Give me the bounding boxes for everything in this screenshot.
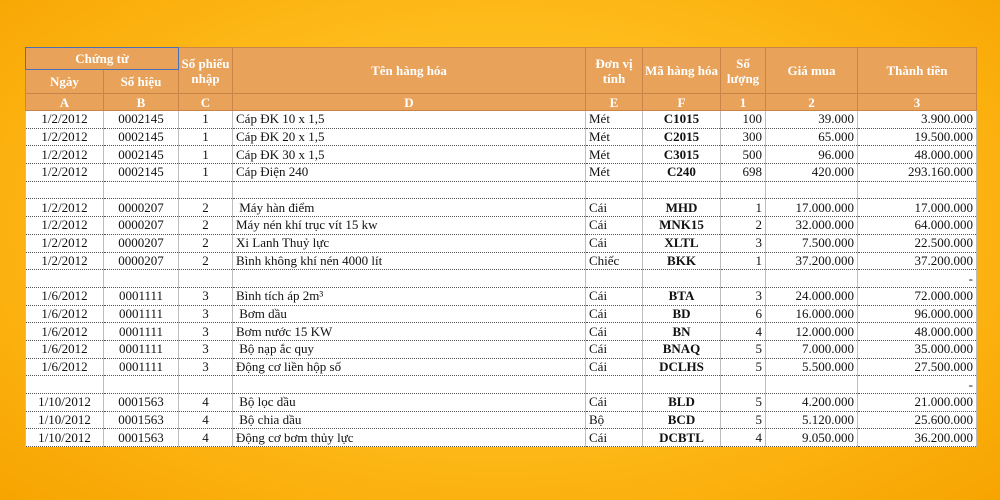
cell-ngay[interactable] <box>26 181 104 199</box>
cell-ngay[interactable]: 1/6/2012 <box>26 358 104 376</box>
column-code[interactable]: 2 <box>766 94 858 111</box>
table-row <box>26 111 977 129</box>
column-code[interactable]: F <box>643 94 721 111</box>
cell-thanh-tien[interactable]: 48.000.000 <box>858 146 977 164</box>
spreadsheet <box>25 47 976 447</box>
cell-so-phieu[interactable]: 2 <box>179 217 233 235</box>
header-so-luong[interactable]: Số lượng <box>721 48 766 94</box>
cell-don-vi-tinh[interactable]: Mét <box>586 111 643 129</box>
table-row <box>26 164 977 182</box>
cell-ma-hang-hoa[interactable]: BLD <box>643 394 721 412</box>
cell-don-vi-tinh[interactable]: Mét <box>586 146 643 164</box>
cell-thanh-tien[interactable]: - <box>858 376 977 394</box>
cell-ngay[interactable]: 1/6/2012 <box>26 305 104 323</box>
cell-ten-hang-hoa[interactable]: Bình không khí nén 4000 lít <box>233 252 586 270</box>
cell-thanh-tien[interactable]: 17.000.000 <box>858 199 977 217</box>
cell-so-phieu[interactable]: 1 <box>179 111 233 129</box>
cell-don-vi-tinh[interactable]: Cái <box>586 394 643 412</box>
cell-so-hieu[interactable]: 0002145 <box>104 111 179 129</box>
cell-don-vi-tinh[interactable]: Cái <box>586 340 643 358</box>
table-row <box>26 411 977 429</box>
table-row <box>26 199 977 217</box>
header-so-hieu[interactable]: Số hiệu <box>104 70 179 94</box>
cell-gia-mua[interactable]: 24.000.000 <box>766 287 858 305</box>
cell-so-phieu[interactable]: 4 <box>179 429 233 447</box>
cell-ngay[interactable]: 1/2/2012 <box>26 111 104 129</box>
cell-ten-hang-hoa[interactable]: Máy nén khí trục vít 15 kw <box>233 217 586 235</box>
cell-so-phieu[interactable]: 4 <box>179 394 233 412</box>
cell-so-hieu[interactable]: 0002145 <box>104 146 179 164</box>
cell-ma-hang-hoa[interactable] <box>643 270 721 288</box>
cell-so-hieu[interactable] <box>104 376 179 394</box>
cell-gia-mua[interactable]: 7.000.000 <box>766 340 858 358</box>
cell-so-hieu[interactable]: 0000207 <box>104 234 179 252</box>
cell-ten-hang-hoa[interactable] <box>233 181 586 199</box>
cell-ten-hang-hoa[interactable]: Bơm dầu <box>233 305 586 323</box>
cell-ten-hang-hoa[interactable]: Bơm nước 15 KW <box>233 323 586 341</box>
cell-ten-hang-hoa[interactable]: Động cơ bơm thủy lực <box>233 429 586 447</box>
cell-don-vi-tinh[interactable]: Cái <box>586 287 643 305</box>
header-so-phieu-nhap[interactable]: Số phiếu nhập <box>179 48 233 94</box>
cell-so-phieu[interactable] <box>179 376 233 394</box>
cell-thanh-tien[interactable]: 48.000.000 <box>858 323 977 341</box>
cell-thanh-tien[interactable]: 72.000.000 <box>858 287 977 305</box>
cell-ngay[interactable]: 1/10/2012 <box>26 429 104 447</box>
cell-gia-mua[interactable]: 7.500.000 <box>766 234 858 252</box>
cell-ma-hang-hoa[interactable]: DCLHS <box>643 358 721 376</box>
table-row <box>26 358 977 376</box>
table-row <box>26 340 977 358</box>
cell-so-luong[interactable]: 5 <box>721 358 766 376</box>
cell-ngay[interactable]: 1/6/2012 <box>26 323 104 341</box>
header-ma-hang-hoa[interactable]: Mã hàng hóa <box>643 48 721 94</box>
cell-so-hieu[interactable]: 0001563 <box>104 394 179 412</box>
table-row <box>26 376 977 394</box>
cell-don-vi-tinh[interactable]: Cái <box>586 429 643 447</box>
cell-thanh-tien[interactable]: 36.200.000 <box>858 429 977 447</box>
cell-ma-hang-hoa[interactable]: BTA <box>643 287 721 305</box>
cell-so-hieu[interactable]: 0001111 <box>104 305 179 323</box>
cell-so-hieu[interactable]: 0001111 <box>104 323 179 341</box>
cell-so-luong[interactable]: 5 <box>721 340 766 358</box>
cell-thanh-tien[interactable]: 37.200.000 <box>858 252 977 270</box>
cell-so-luong[interactable]: 3 <box>721 287 766 305</box>
cell-so-phieu[interactable]: 2 <box>179 199 233 217</box>
cell-gia-mua[interactable]: 17.000.000 <box>766 199 858 217</box>
cell-ten-hang-hoa[interactable]: Cáp ĐK 10 x 1,5 <box>233 111 586 129</box>
cell-so-phieu[interactable]: 2 <box>179 252 233 270</box>
cell-ten-hang-hoa[interactable]: Xi Lanh Thuỷ lực <box>233 234 586 252</box>
cell-so-hieu[interactable]: 0001111 <box>104 287 179 305</box>
cell-so-hieu[interactable]: 0002145 <box>104 128 179 146</box>
cell-thanh-tien[interactable]: 293.160.000 <box>858 164 977 182</box>
column-code[interactable]: B <box>104 94 179 111</box>
cell-gia-mua[interactable]: 12.000.000 <box>766 323 858 341</box>
cell-so-luong[interactable] <box>721 270 766 288</box>
cell-don-vi-tinh[interactable]: Cái <box>586 305 643 323</box>
cell-don-vi-tinh[interactable]: Mét <box>586 128 643 146</box>
cell-don-vi-tinh[interactable] <box>586 376 643 394</box>
cell-thanh-tien[interactable]: 25.600.000 <box>858 411 977 429</box>
cell-ngay[interactable]: 1/2/2012 <box>26 252 104 270</box>
cell-so-hieu[interactable]: 0001111 <box>104 358 179 376</box>
column-code[interactable]: D <box>233 94 586 111</box>
cell-ten-hang-hoa[interactable]: Cáp ĐK 20 x 1,5 <box>233 128 586 146</box>
cell-gia-mua[interactable]: 9.050.000 <box>766 429 858 447</box>
cell-so-phieu[interactable]: 4 <box>179 411 233 429</box>
cell-ten-hang-hoa[interactable] <box>233 376 586 394</box>
table-row <box>26 146 977 164</box>
table-row <box>26 323 977 341</box>
cell-so-hieu[interactable]: 0001111 <box>104 340 179 358</box>
table-row <box>26 128 977 146</box>
cell-so-luong[interactable]: 6 <box>721 305 766 323</box>
cell-ma-hang-hoa[interactable]: MNK15 <box>643 217 721 235</box>
cell-so-phieu[interactable] <box>179 181 233 199</box>
cell-ten-hang-hoa[interactable]: Bộ chia dầu <box>233 411 586 429</box>
cell-gia-mua[interactable]: 37.200.000 <box>766 252 858 270</box>
cell-so-hieu[interactable]: 0002145 <box>104 164 179 182</box>
cell-ma-hang-hoa[interactable]: BN <box>643 323 721 341</box>
column-code[interactable]: 1 <box>721 94 766 111</box>
cell-so-phieu[interactable]: 3 <box>179 358 233 376</box>
cell-don-vi-tinh[interactable]: Cái <box>586 217 643 235</box>
cell-thanh-tien[interactable]: 27.500.000 <box>858 358 977 376</box>
cell-gia-mua[interactable]: 5.500.000 <box>766 358 858 376</box>
cell-ngay[interactable]: 1/2/2012 <box>26 164 104 182</box>
cell-gia-mua[interactable]: 16.000.000 <box>766 305 858 323</box>
cell-gia-mua[interactable]: 4.200.000 <box>766 394 858 412</box>
cell-ma-hang-hoa[interactable]: BCD <box>643 411 721 429</box>
header-gia-mua[interactable]: Giá mua <box>766 48 858 94</box>
cell-gia-mua[interactable]: 65.000 <box>766 128 858 146</box>
cell-so-luong[interactable]: 4 <box>721 323 766 341</box>
cell-thanh-tien[interactable] <box>858 181 977 199</box>
cell-ten-hang-hoa[interactable]: Bình tích áp 2m³ <box>233 287 586 305</box>
cell-ten-hang-hoa[interactable]: Bộ nạp ắc quy <box>233 340 586 358</box>
cell-so-luong[interactable]: 1 <box>721 199 766 217</box>
cell-so-luong[interactable]: 300 <box>721 128 766 146</box>
cell-don-vi-tinh[interactable]: Cái <box>586 199 643 217</box>
cell-don-vi-tinh[interactable]: Chiếc <box>586 252 643 270</box>
cell-gia-mua[interactable]: 5.120.000 <box>766 411 858 429</box>
cell-so-phieu[interactable]: 3 <box>179 305 233 323</box>
cell-so-hieu[interactable]: 0000207 <box>104 252 179 270</box>
header-thanh-tien[interactable]: Thành tiền <box>858 48 977 94</box>
cell-ma-hang-hoa[interactable]: C3015 <box>643 146 721 164</box>
cell-so-phieu[interactable]: 2 <box>179 234 233 252</box>
cell-so-luong[interactable]: 5 <box>721 394 766 412</box>
cell-gia-mua[interactable] <box>766 270 858 288</box>
table-row <box>26 217 977 235</box>
cell-thanh-tien[interactable]: 35.000.000 <box>858 340 977 358</box>
table-row <box>26 287 977 305</box>
header-chung-tu[interactable]: Chứng từ <box>26 48 179 70</box>
cell-so-luong[interactable] <box>721 376 766 394</box>
cell-thanh-tien[interactable]: 19.500.000 <box>858 128 977 146</box>
column-code[interactable]: 3 <box>858 94 977 111</box>
cell-so-phieu[interactable]: 1 <box>179 164 233 182</box>
cell-ma-hang-hoa[interactable]: DCBTL <box>643 429 721 447</box>
cell-ngay[interactable]: 1/2/2012 <box>26 146 104 164</box>
cell-gia-mua[interactable]: 32.000.000 <box>766 217 858 235</box>
cell-thanh-tien[interactable]: 21.000.000 <box>858 394 977 412</box>
cell-so-hieu[interactable]: 0000207 <box>104 199 179 217</box>
column-code[interactable]: E <box>586 94 643 111</box>
header-don-vi-tinh[interactable]: Đơn vị tính <box>586 48 643 94</box>
cell-so-luong[interactable]: 100 <box>721 111 766 129</box>
cell-ma-hang-hoa[interactable] <box>643 181 721 199</box>
cell-don-vi-tinh[interactable]: Bộ <box>586 411 643 429</box>
cell-so-luong[interactable]: 3 <box>721 234 766 252</box>
table-row <box>26 429 977 447</box>
cell-ma-hang-hoa[interactable]: C2015 <box>643 128 721 146</box>
cell-ma-hang-hoa[interactable] <box>643 376 721 394</box>
cell-ngay[interactable]: 1/6/2012 <box>26 287 104 305</box>
header-ngay[interactable]: Ngày <box>26 70 104 94</box>
cell-don-vi-tinh[interactable]: Cái <box>586 323 643 341</box>
cell-ten-hang-hoa[interactable]: Cáp Điện 240 <box>233 164 586 182</box>
cell-ma-hang-hoa[interactable]: BNAQ <box>643 340 721 358</box>
cell-gia-mua[interactable]: 420.000 <box>766 164 858 182</box>
table-row <box>26 252 977 270</box>
cell-ngay[interactable]: 1/10/2012 <box>26 411 104 429</box>
cell-so-phieu[interactable]: 1 <box>179 128 233 146</box>
cell-so-luong[interactable]: 1 <box>721 252 766 270</box>
cell-don-vi-tinh[interactable] <box>586 181 643 199</box>
cell-ngay[interactable] <box>26 376 104 394</box>
cell-gia-mua[interactable] <box>766 376 858 394</box>
cell-ten-hang-hoa[interactable]: Bộ lọc dầu <box>233 394 586 412</box>
cell-so-hieu[interactable] <box>104 181 179 199</box>
table-row <box>26 394 977 412</box>
cell-ten-hang-hoa[interactable]: Máy hàn điểm <box>233 199 586 217</box>
cell-ngay[interactable]: 1/2/2012 <box>26 199 104 217</box>
header-ten-hang-hoa[interactable]: Tên hàng hóa <box>233 48 586 94</box>
cell-ma-hang-hoa[interactable]: BD <box>643 305 721 323</box>
cell-so-hieu[interactable]: 0001563 <box>104 429 179 447</box>
cell-so-phieu[interactable] <box>179 270 233 288</box>
table-row <box>26 181 977 199</box>
cell-so-hieu[interactable] <box>104 270 179 288</box>
cell-ten-hang-hoa[interactable] <box>233 270 586 288</box>
cell-don-vi-tinh[interactable]: Cái <box>586 234 643 252</box>
cell-ma-hang-hoa[interactable]: C1015 <box>643 111 721 129</box>
table-row <box>26 305 977 323</box>
cell-ngay[interactable]: 1/2/2012 <box>26 217 104 235</box>
table-row <box>26 270 977 288</box>
cell-thanh-tien[interactable]: 96.000.000 <box>858 305 977 323</box>
cell-ten-hang-hoa[interactable]: Động cơ liền hộp số <box>233 358 586 376</box>
cell-ngay[interactable]: 1/2/2012 <box>26 128 104 146</box>
cell-ma-hang-hoa[interactable]: MHD <box>643 199 721 217</box>
cell-thanh-tien[interactable]: 64.000.000 <box>858 217 977 235</box>
cell-ngay[interactable] <box>26 270 104 288</box>
cell-ma-hang-hoa[interactable]: XLTL <box>643 234 721 252</box>
table-row <box>26 234 977 252</box>
cell-don-vi-tinh[interactable] <box>586 270 643 288</box>
cell-so-luong[interactable]: 2 <box>721 217 766 235</box>
cell-don-vi-tinh[interactable]: Cái <box>586 358 643 376</box>
cell-thanh-tien[interactable]: 3.900.000 <box>858 111 977 129</box>
cell-so-phieu[interactable]: 3 <box>179 340 233 358</box>
cell-ngay[interactable]: 1/10/2012 <box>26 394 104 412</box>
cell-gia-mua[interactable]: 96.000 <box>766 146 858 164</box>
cell-don-vi-tinh[interactable]: Mét <box>586 164 643 182</box>
cell-ngay[interactable]: 1/6/2012 <box>26 340 104 358</box>
cell-so-luong[interactable]: 698 <box>721 164 766 182</box>
cell-so-luong[interactable]: 500 <box>721 146 766 164</box>
cell-gia-mua[interactable] <box>766 181 858 199</box>
cell-so-phieu[interactable]: 1 <box>179 146 233 164</box>
cell-so-phieu[interactable]: 3 <box>179 323 233 341</box>
cell-so-hieu[interactable]: 0000207 <box>104 217 179 235</box>
cell-ma-hang-hoa[interactable]: BKK <box>643 252 721 270</box>
cell-so-hieu[interactable]: 0001563 <box>104 411 179 429</box>
cell-thanh-tien[interactable]: - <box>858 270 977 288</box>
cell-so-phieu[interactable]: 3 <box>179 287 233 305</box>
cell-so-luong[interactable]: 5 <box>721 411 766 429</box>
cell-ma-hang-hoa[interactable]: C240 <box>643 164 721 182</box>
cell-so-luong[interactable]: 4 <box>721 429 766 447</box>
column-code[interactable]: C <box>179 94 233 111</box>
cell-so-luong[interactable] <box>721 181 766 199</box>
cell-thanh-tien[interactable]: 22.500.000 <box>858 234 977 252</box>
purchase-table <box>25 47 977 447</box>
cell-gia-mua[interactable]: 39.000 <box>766 111 858 129</box>
column-code[interactable]: A <box>26 94 104 111</box>
cell-ngay[interactable]: 1/2/2012 <box>26 234 104 252</box>
cell-ten-hang-hoa[interactable]: Cáp ĐK 30 x 1,5 <box>233 146 586 164</box>
